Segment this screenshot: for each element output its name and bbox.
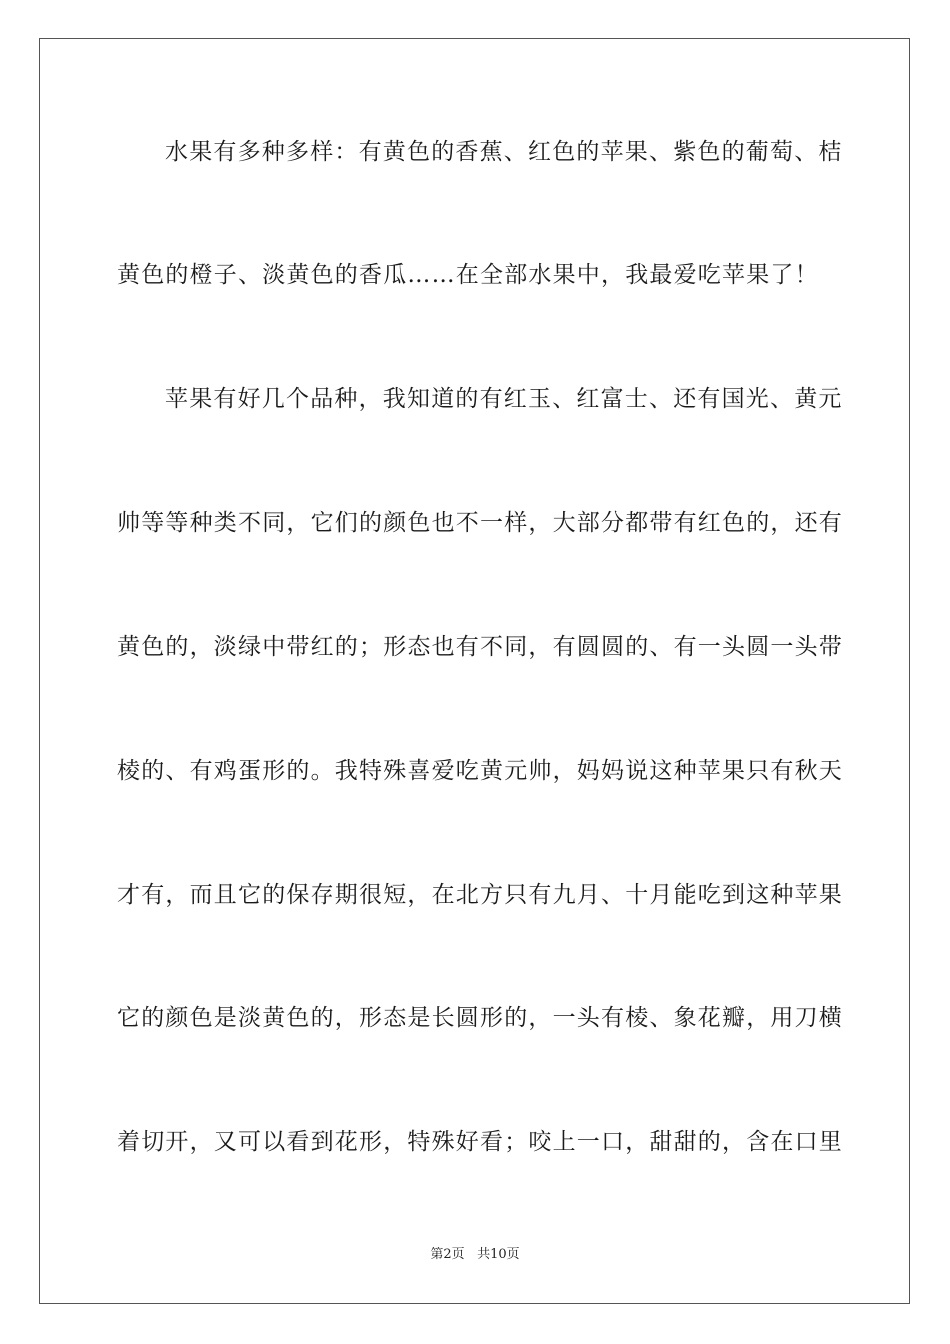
page-footer <box>0 1246 950 1264</box>
paragraph-2-line-6: 它的颜色是淡黄色的，形态是长圆形的，一头有棱、象花瓣，用刀横 <box>117 1005 843 1031</box>
paragraph-2-line-3: 黄色的，淡绿中带红的；形态也有不同，有圆圆的、有一头圆一头带 <box>117 634 843 660</box>
paragraph-2-line-4: 棱的、有鸡蛋形的。我特殊喜爱吃黄元帅，妈妈说这种苹果只有秋天 <box>117 758 843 784</box>
paragraph-2-line-7: 着切开，又可以看到花形，特殊好看；咬上一口，甜甜的，含在口里 <box>117 1129 843 1155</box>
total-pages-label: 共10页 <box>477 1247 520 1262</box>
current-page-label: 第2页 <box>430 1247 465 1262</box>
paragraph-2-line-1: 苹果有好几个品种，我知道的有红玉、红富士、还有国光、黄元 <box>165 386 843 412</box>
paragraph-2-line-5: 才有，而且它的保存期很短，在北方只有九月、十月能吃到这种苹果 <box>117 882 843 908</box>
paragraph-1-line-2: 黄色的橙子、淡黄色的香瓜……在全部水果中，我最爱吃苹果了！ <box>117 262 819 288</box>
paragraph-1-line-1: 水果有多种多样：有黄色的香蕉、红色的苹果、紫色的葡萄、桔 <box>165 139 843 165</box>
paragraph-2-line-2: 帅等等种类不同，它们的颜色也不一样，大部分都带有红色的，还有 <box>117 510 843 536</box>
page-border <box>39 38 910 1304</box>
